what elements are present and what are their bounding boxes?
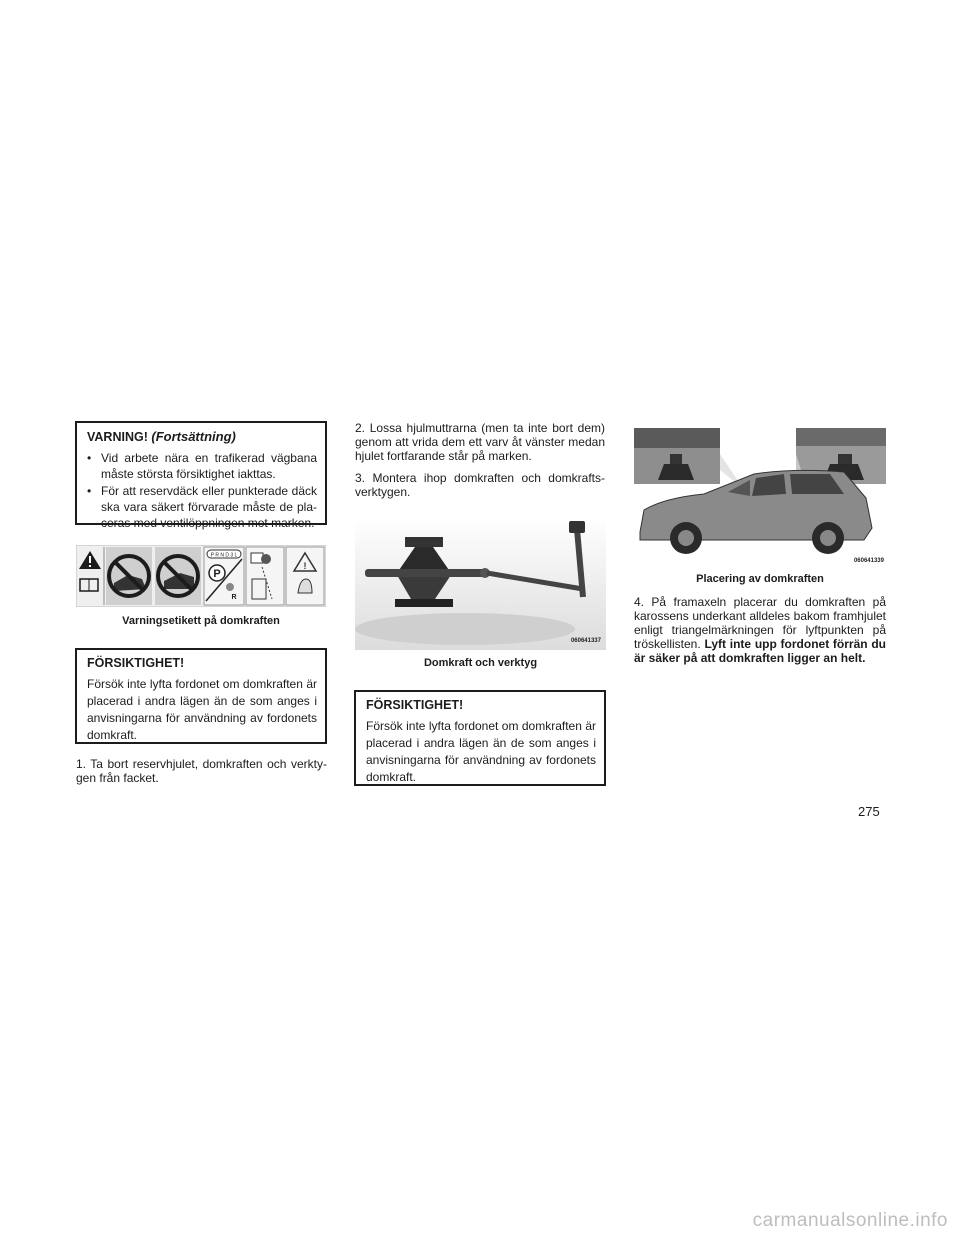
svg-text:P R N D 3 L: P R N D 3 L [210,552,238,559]
svg-text:R: R [231,594,237,601]
svg-text:!: ! [303,561,307,571]
step-4-text: 4. På framaxeln placerar du domkraften på karossens underkant alldeles bakom framhjulet enligt triangelmärkningen för lyftpunkten på tröskellisten. [634,595,886,651]
warning-bullet [87,483,317,531]
caution-text: Försök inte lyfta fordonet om domkraften är placerad i andra lägen än de som anges i anvisningarna för användning av fordonets domkraft. [366,719,596,784]
bullet-icon: • [87,451,92,465]
jack-figure-caption: Domkraft och verktyg [423,657,538,669]
warning-title-text: VARNING! [87,430,148,444]
jack-crank-icon [246,547,284,605]
caution-text: Försök inte lyfta fordonet om domkraften är placerad i andra lägen än de som anges i anvisningarna för användning av fordonets domkraft. [87,677,317,742]
jack-warning-label-illustration [76,545,326,607]
warning-subtitle: (Fortsättning) [151,429,236,444]
jack-warning-label-figure [76,545,326,607]
label-figure-caption: Varningsetikett på domkraften [122,615,280,627]
warning-bullet-text: Vid arbete nära en trafikerad vägbana måste största försiktighet iakttas. [101,451,317,481]
no-person-under-vehicle-icon [106,547,152,605]
step-1: 1. Ta bort reservhjulet, domkraften och verkty-gen från facket. [76,757,327,785]
caution-title: FÖRSIKTIGHET! [366,698,464,712]
park-gear-icon [204,547,244,605]
jack-placement-figure [634,424,886,566]
inset-photo-left [634,428,720,484]
jack-tools-figure [355,517,606,650]
warning-title [87,429,317,444]
step-2: 2. Lossa hjulmuttrarna (men ta inte bort dem) genom att vrida dem ett varv åt vänster medan hjulet fortfarande står på marken. [355,421,605,463]
page-number: 275 [858,804,880,819]
bullet-icon: • [87,484,92,498]
jack-and-tools-illustration [355,517,606,650]
warning-box [75,421,327,530]
caution-box-2 [354,690,606,786]
caution-title: FÖRSIKTIGHET! [87,656,185,670]
no-start-engine-icon [155,547,201,605]
step-4-bold-text: Lyft inte upp fordonet förrän du är säker på att domkraften ligger an helt. [634,637,887,665]
car-figure-caption: Placering av domkraften [696,573,824,585]
watermark: carmanualsonline.info [752,1210,948,1231]
warning-bullet [87,450,317,482]
svg-text:060641339: 060641339 [853,558,884,564]
svg-text:P: P [213,568,221,580]
svg-text:060641337: 060641337 [570,638,601,644]
step-3: 3. Montera ihop domkraften och domkrafts-verktygen. [355,471,605,499]
hand-warning-icon [286,547,324,605]
caution-box-1 [75,648,327,744]
warning-bullet-text: För att reservdäck eller punkterade däck ska vara säkert förvarade måste de pla-ceras med ventilöppningen mot marken. [101,484,317,530]
jack-placement-illustration [634,424,886,566]
step-4 [634,595,886,665]
